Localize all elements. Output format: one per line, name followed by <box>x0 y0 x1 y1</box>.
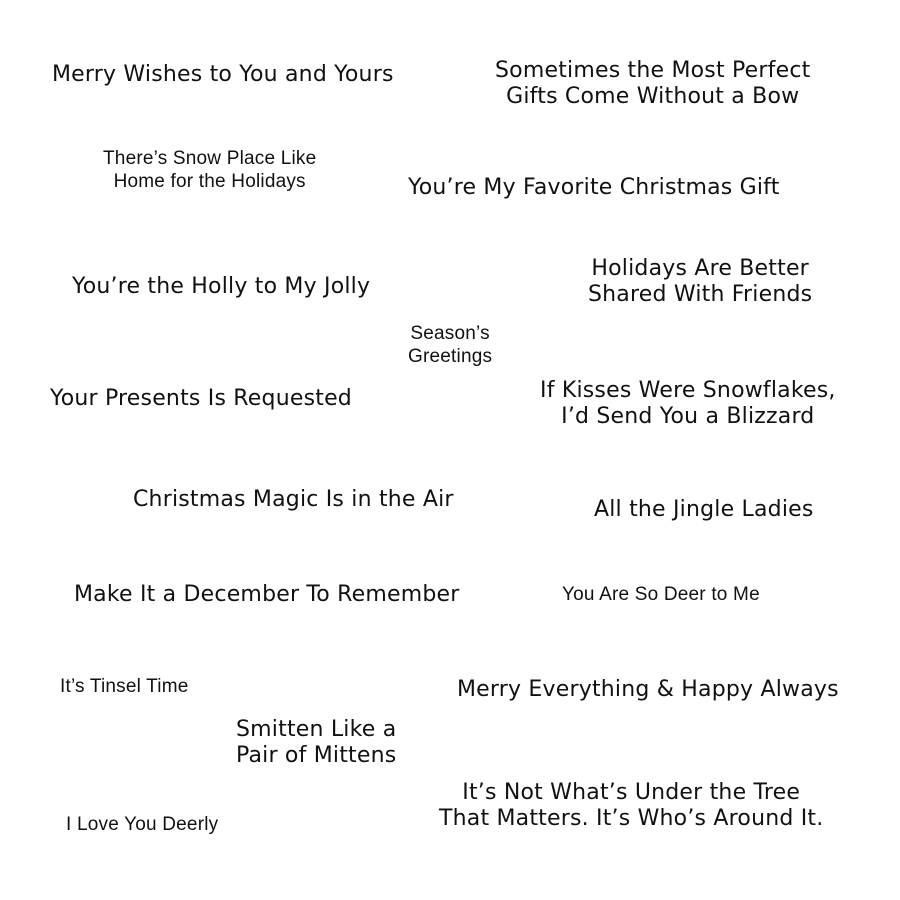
sentiment-line: Merry Everything & Happy Always <box>457 677 839 702</box>
sentiment-line: Make It a December To Remember <box>74 582 460 607</box>
sentiment-line: It’s Tinsel Time <box>60 676 189 697</box>
sentiment-christmas-magic <box>133 487 454 513</box>
sentiment-presents-requested <box>50 386 352 412</box>
sentiment-favorite-gift <box>408 175 780 201</box>
sentiment-tinsel-time <box>60 676 189 699</box>
sentiment-line: Christmas Magic Is in the Air <box>133 487 454 512</box>
sentiment-line: Merry Wishes to You and Yours <box>52 62 394 87</box>
sentiment-line: It’s Not What’s Under the Tree <box>462 780 801 805</box>
sentiment-line: Sometimes the Most Perfect <box>495 58 811 83</box>
sentiment-line: Smitten Like a <box>236 717 397 742</box>
sentiment-line: I’d Send You a Blizzard <box>561 404 815 430</box>
sentiment-line: Greetings <box>408 345 493 367</box>
sentiment-line: Your Presents Is Requested <box>50 386 352 411</box>
sentiment-line: That Matters. It’s Who’s Around It. <box>439 806 824 832</box>
sentiment-line: Season’s <box>410 323 490 344</box>
sentiment-line: Shared With Friends <box>588 282 813 308</box>
sentiment-under-the-tree <box>439 780 823 833</box>
sentiment-line: If Kisses Were Snowflakes, <box>540 378 836 403</box>
sentiment-snow-place <box>103 148 316 194</box>
sentiment-love-you-deerly <box>66 814 218 837</box>
sentiment-seasons-greetings <box>408 323 492 369</box>
sentiment-line: Home for the Holidays <box>113 170 306 192</box>
sentiment-merry-wishes <box>52 62 394 88</box>
sentiment-jingle-ladies <box>594 497 814 523</box>
sentiment-holidays-friends <box>588 256 812 309</box>
sentiment-line: You Are So Deer to Me <box>562 584 760 605</box>
sentiment-kisses-snowflakes <box>540 378 836 431</box>
sentiment-holly-jolly <box>72 274 370 300</box>
sentiment-line: All the Jingle Ladies <box>594 497 814 522</box>
sentiment-line: There’s Snow Place Like <box>103 148 317 169</box>
sentiment-merry-everything <box>457 677 839 703</box>
sentiment-december-remember <box>74 582 460 608</box>
sentiment-perfect-gifts <box>495 58 810 111</box>
sentiment-line: I Love You Deerly <box>66 814 219 835</box>
sentiment-line: Pair of Mittens <box>236 743 397 769</box>
sentiment-line: You’re the Holly to My Jolly <box>72 274 371 299</box>
sentiment-line: You’re My Favorite Christmas Gift <box>408 175 780 200</box>
sentiment-line: Gifts Come Without a Bow <box>506 84 800 110</box>
sentiment-deer-to-me <box>562 584 760 607</box>
sentiment-smitten-mittens <box>236 717 396 770</box>
sentiment-line: Holidays Are Better <box>591 256 809 281</box>
